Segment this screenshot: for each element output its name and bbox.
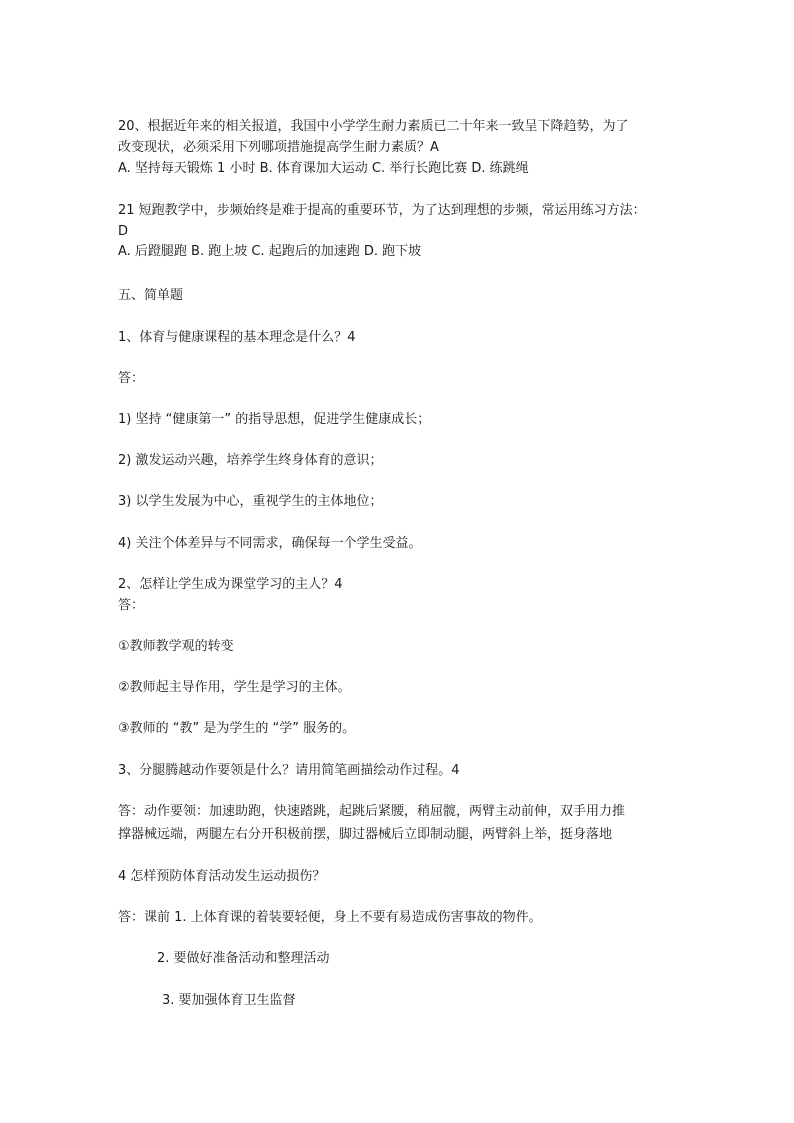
s2-answer-label: 答：	[118, 598, 145, 613]
s1-point-3: 3) 以学生发展为中心，重视学生的主体地位；	[118, 494, 383, 509]
s1-question: 1、体育与健康课程的基本理念是什么？4	[118, 330, 356, 345]
s3-answer-line-2: 撑器械远端，两腿左右分开积极前摆，脚过器械后立即制动腿，两臂斜上举，挺身落地	[118, 827, 613, 842]
q21-line-1: 21 短跑教学中，步频始终是难于提高的重要环节，为了达到理想的步频，常运用练习方法：	[118, 203, 646, 218]
s2-point-1: ①教师教学观的转变	[118, 639, 234, 654]
s2-point-3: ③教师的 “教” 是为学生的 “学” 服务的。	[118, 721, 356, 736]
s4-answer-line-3: 3. 要加强体育卫生监督	[162, 993, 296, 1008]
s1-point-2: 2) 激发运动兴趣，培养学生终身体育的意识；	[118, 453, 383, 468]
s4-answer-line-2: 2. 要做好准备活动和整理活动	[157, 951, 330, 966]
q20-options: A. 坚持每天锻炼 1 小时 B. 体育课加大运动 C. 举行长跑比赛 D. 练跳绳	[118, 161, 529, 176]
s1-point-1: 1) 坚持 “健康第一” 的指导思想，促进学生健康成长；	[118, 412, 431, 427]
s3-question: 3、分腿腾越动作要领是什么？请用简笔画描绘动作过程。4	[118, 763, 460, 778]
s4-question: 4 怎样预防体育活动发生运动损伤？	[118, 869, 326, 884]
q21-options: A. 后蹬腿跑 B. 跑上坡 C. 起跑后的加速跑 D. 跑下坡	[118, 244, 422, 259]
q21-line-2: D	[118, 224, 129, 239]
s2-question: 2、怎样让学生成为课堂学习的主人？4	[118, 577, 343, 592]
s2-point-2: ②教师起主导作用，学生是学习的主体。	[118, 680, 351, 695]
section-title: 五、简单题	[118, 288, 184, 303]
s4-answer-line-1: 答：课前 1. 上体育课的着装要轻便，身上不要有易造成伤害事故的物件。	[118, 910, 542, 925]
s1-answer-label: 答：	[118, 371, 145, 386]
s1-point-4: 4) 关注个体差异与不同需求，确保每一个学生受益。	[118, 536, 422, 551]
s3-answer-line-1: 答：动作要领：加速助跑，快速踏跳，起跳后紧腰，稍屈髋，两臂主动前伸，双手用力推	[118, 804, 626, 819]
q20-line-2: 改变现状，必须采用下列哪项措施提高学生耐力素质？A	[118, 140, 439, 155]
q20-line-1: 20、根据近年来的相关报道，我国中小学学生耐力素质已二十年来一致呈下降趋势，为了	[118, 119, 629, 134]
